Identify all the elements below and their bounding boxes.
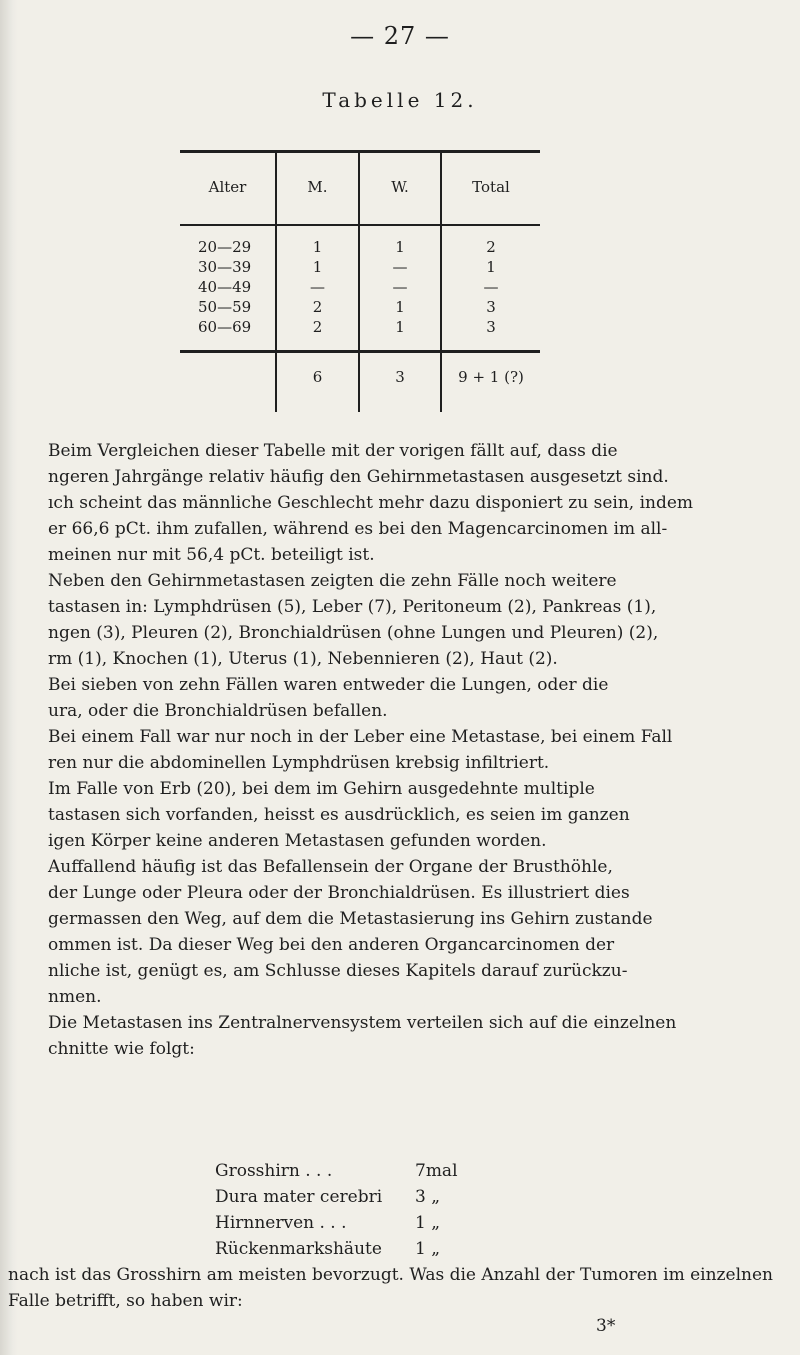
- list-item-label: Hirnnerven . . .: [215, 1213, 347, 1233]
- paragraph: [8, 724, 790, 776]
- table-cell: 50—59: [198, 298, 252, 316]
- text-line: ngeren Jahrgänge relativ häufig den Gehirnmetastasen ausgesetzt sind.: [48, 467, 669, 487]
- paragraph: [8, 854, 790, 1010]
- text-line: nach ist das Grosshirn am meisten bevorzugt.: [8, 1265, 404, 1285]
- list-item-value: 1 „: [415, 1239, 441, 1259]
- distribution-list: [215, 1158, 505, 1262]
- paragraph: [8, 776, 790, 854]
- table-cell: 3: [486, 318, 496, 336]
- text-line: ngen (3), Pleuren (2), Bronchialdrüsen (ohne Lungen und Pleuren) (2),: [48, 623, 659, 643]
- table-top-rule: [180, 150, 540, 153]
- text-line: nmen.: [48, 987, 102, 1007]
- text-line: Im Falle von Erb (20), bei dem im Gehirn ausgedehnte multiple: [48, 779, 595, 799]
- text-line: igen Körper keine anderen Metastasen gefunden worden.: [48, 831, 547, 851]
- text-line: Auffallend häufig ist das Befallensein der Organe der Brusthöhle,: [48, 857, 613, 877]
- text-line: er 66,6 pCt. ihm zufallen, während es bei den Magencarcinomen im all-: [48, 519, 668, 539]
- table-total-cell: 3: [395, 368, 405, 386]
- table-cell: 40—49: [198, 278, 252, 296]
- text-line: Beim Vergleichen dieser Tabelle mit der vorigen fällt auf, dass die: [48, 441, 618, 461]
- table-cell: 1: [395, 298, 405, 316]
- paragraph: [8, 438, 790, 568]
- table-cell: 2: [486, 238, 496, 256]
- table-cell: 60—69: [198, 318, 252, 336]
- list-item-label: Rückenmarkshäute: [215, 1239, 382, 1259]
- table-cell: 1: [395, 238, 405, 256]
- table-header: Alter: [208, 178, 247, 196]
- table-cell: 30—39: [198, 258, 252, 276]
- table-cell: —: [392, 258, 408, 276]
- table-cell: —: [310, 278, 325, 296]
- list-item-value: 7mal: [415, 1161, 458, 1181]
- table-header: Total: [472, 178, 510, 196]
- table-cell: 1: [486, 258, 496, 276]
- table-cell: 3: [486, 298, 496, 316]
- text-line: meinen nur mit 56,4 pCt. beteiligt ist.: [48, 545, 375, 565]
- table-header: W.: [391, 178, 409, 196]
- table-cell: —: [483, 278, 499, 296]
- text-line: tastasen sich vorfanden, heisst es ausdrücklich, es seien im ganzen: [48, 805, 630, 825]
- text-line: ommen ist. Da dieser Weg bei den anderen Organcarcinomen der: [48, 935, 615, 955]
- table-cell: 1: [312, 238, 323, 256]
- text-line: Was die Anzahl der Tumoren im einzelnen Falle betrifft, so haben wir:: [8, 1265, 773, 1311]
- paragraph: [8, 568, 790, 672]
- table-header: M.: [307, 178, 328, 196]
- text-line: germassen den Weg, auf dem die Metastasierung ins Gehirn zustande: [48, 909, 653, 929]
- list-item-value: 3 „: [415, 1187, 441, 1207]
- text-line: nliche ist, genügt es, am Schlusse dieses Kapitels darauf zurückzu-: [48, 961, 628, 981]
- table-cell: 1: [312, 258, 323, 276]
- paragraph: [8, 1010, 790, 1062]
- text-line: ura, oder die Bronchialdrüsen befallen.: [48, 701, 388, 721]
- list-item-label: Dura mater cerebri: [215, 1187, 383, 1207]
- signature-mark: 3*: [596, 1316, 616, 1336]
- text-line: Neben den Gehirnmetastasen zeigten die zehn Fälle noch weitere: [48, 571, 617, 591]
- table-body-rule: [180, 350, 540, 353]
- data-table: [180, 150, 540, 412]
- table-cell: 20—29: [198, 238, 252, 256]
- text-line: Die Metastasen ins Zentralnervensystem verteilen sich auf die einzelnen: [48, 1013, 677, 1033]
- table-cell: 2: [312, 318, 323, 336]
- text-line: ıch scheint das männliche Geschlecht mehr dazu disponiert zu sein, indem: [48, 493, 694, 513]
- paragraph: [8, 672, 790, 724]
- list-item: [215, 1236, 505, 1262]
- list-item-label: Grosshirn . . .: [215, 1161, 333, 1181]
- text-line: Bei einem Fall war nur noch in der Leber eine Metastase, bei einem Fall: [48, 727, 673, 747]
- text-line: tastasen in: Lymphdrüsen (5), Leber (7), Peritoneum (2), Pankreas (1),: [48, 597, 657, 617]
- table-cell: 2: [312, 298, 323, 316]
- list-item: [215, 1158, 505, 1184]
- table-cell: —: [392, 278, 408, 296]
- table-total-cell: 6: [312, 368, 323, 386]
- table-header-rule: [180, 224, 540, 226]
- table-cell: 1: [395, 318, 405, 336]
- closing-text: [8, 1262, 790, 1314]
- text-line: chnitte wie folgt:: [48, 1039, 195, 1059]
- text-line: rm (1), Knochen (1), Uterus (1), Nebennieren (2), Haut (2).: [48, 649, 558, 669]
- text-line: Bei sieben von zehn Fällen waren entweder die Lungen, oder die: [48, 675, 609, 695]
- list-item: [215, 1210, 505, 1236]
- body-text: [8, 438, 790, 1062]
- text-line: ren nur die abdominellen Lymphdrüsen krebsig infiltriert.: [48, 753, 550, 773]
- list-item-value: 1 „: [415, 1213, 441, 1233]
- table-total-cell: 9 + 1 (?): [458, 368, 524, 386]
- text-line: der Lunge oder Pleura oder der Bronchialdrüsen. Es illustriert dies: [48, 883, 630, 903]
- table-title: Tabelle 12.: [322, 88, 478, 112]
- list-item: [215, 1184, 505, 1210]
- page-number: — 27 —: [350, 22, 450, 50]
